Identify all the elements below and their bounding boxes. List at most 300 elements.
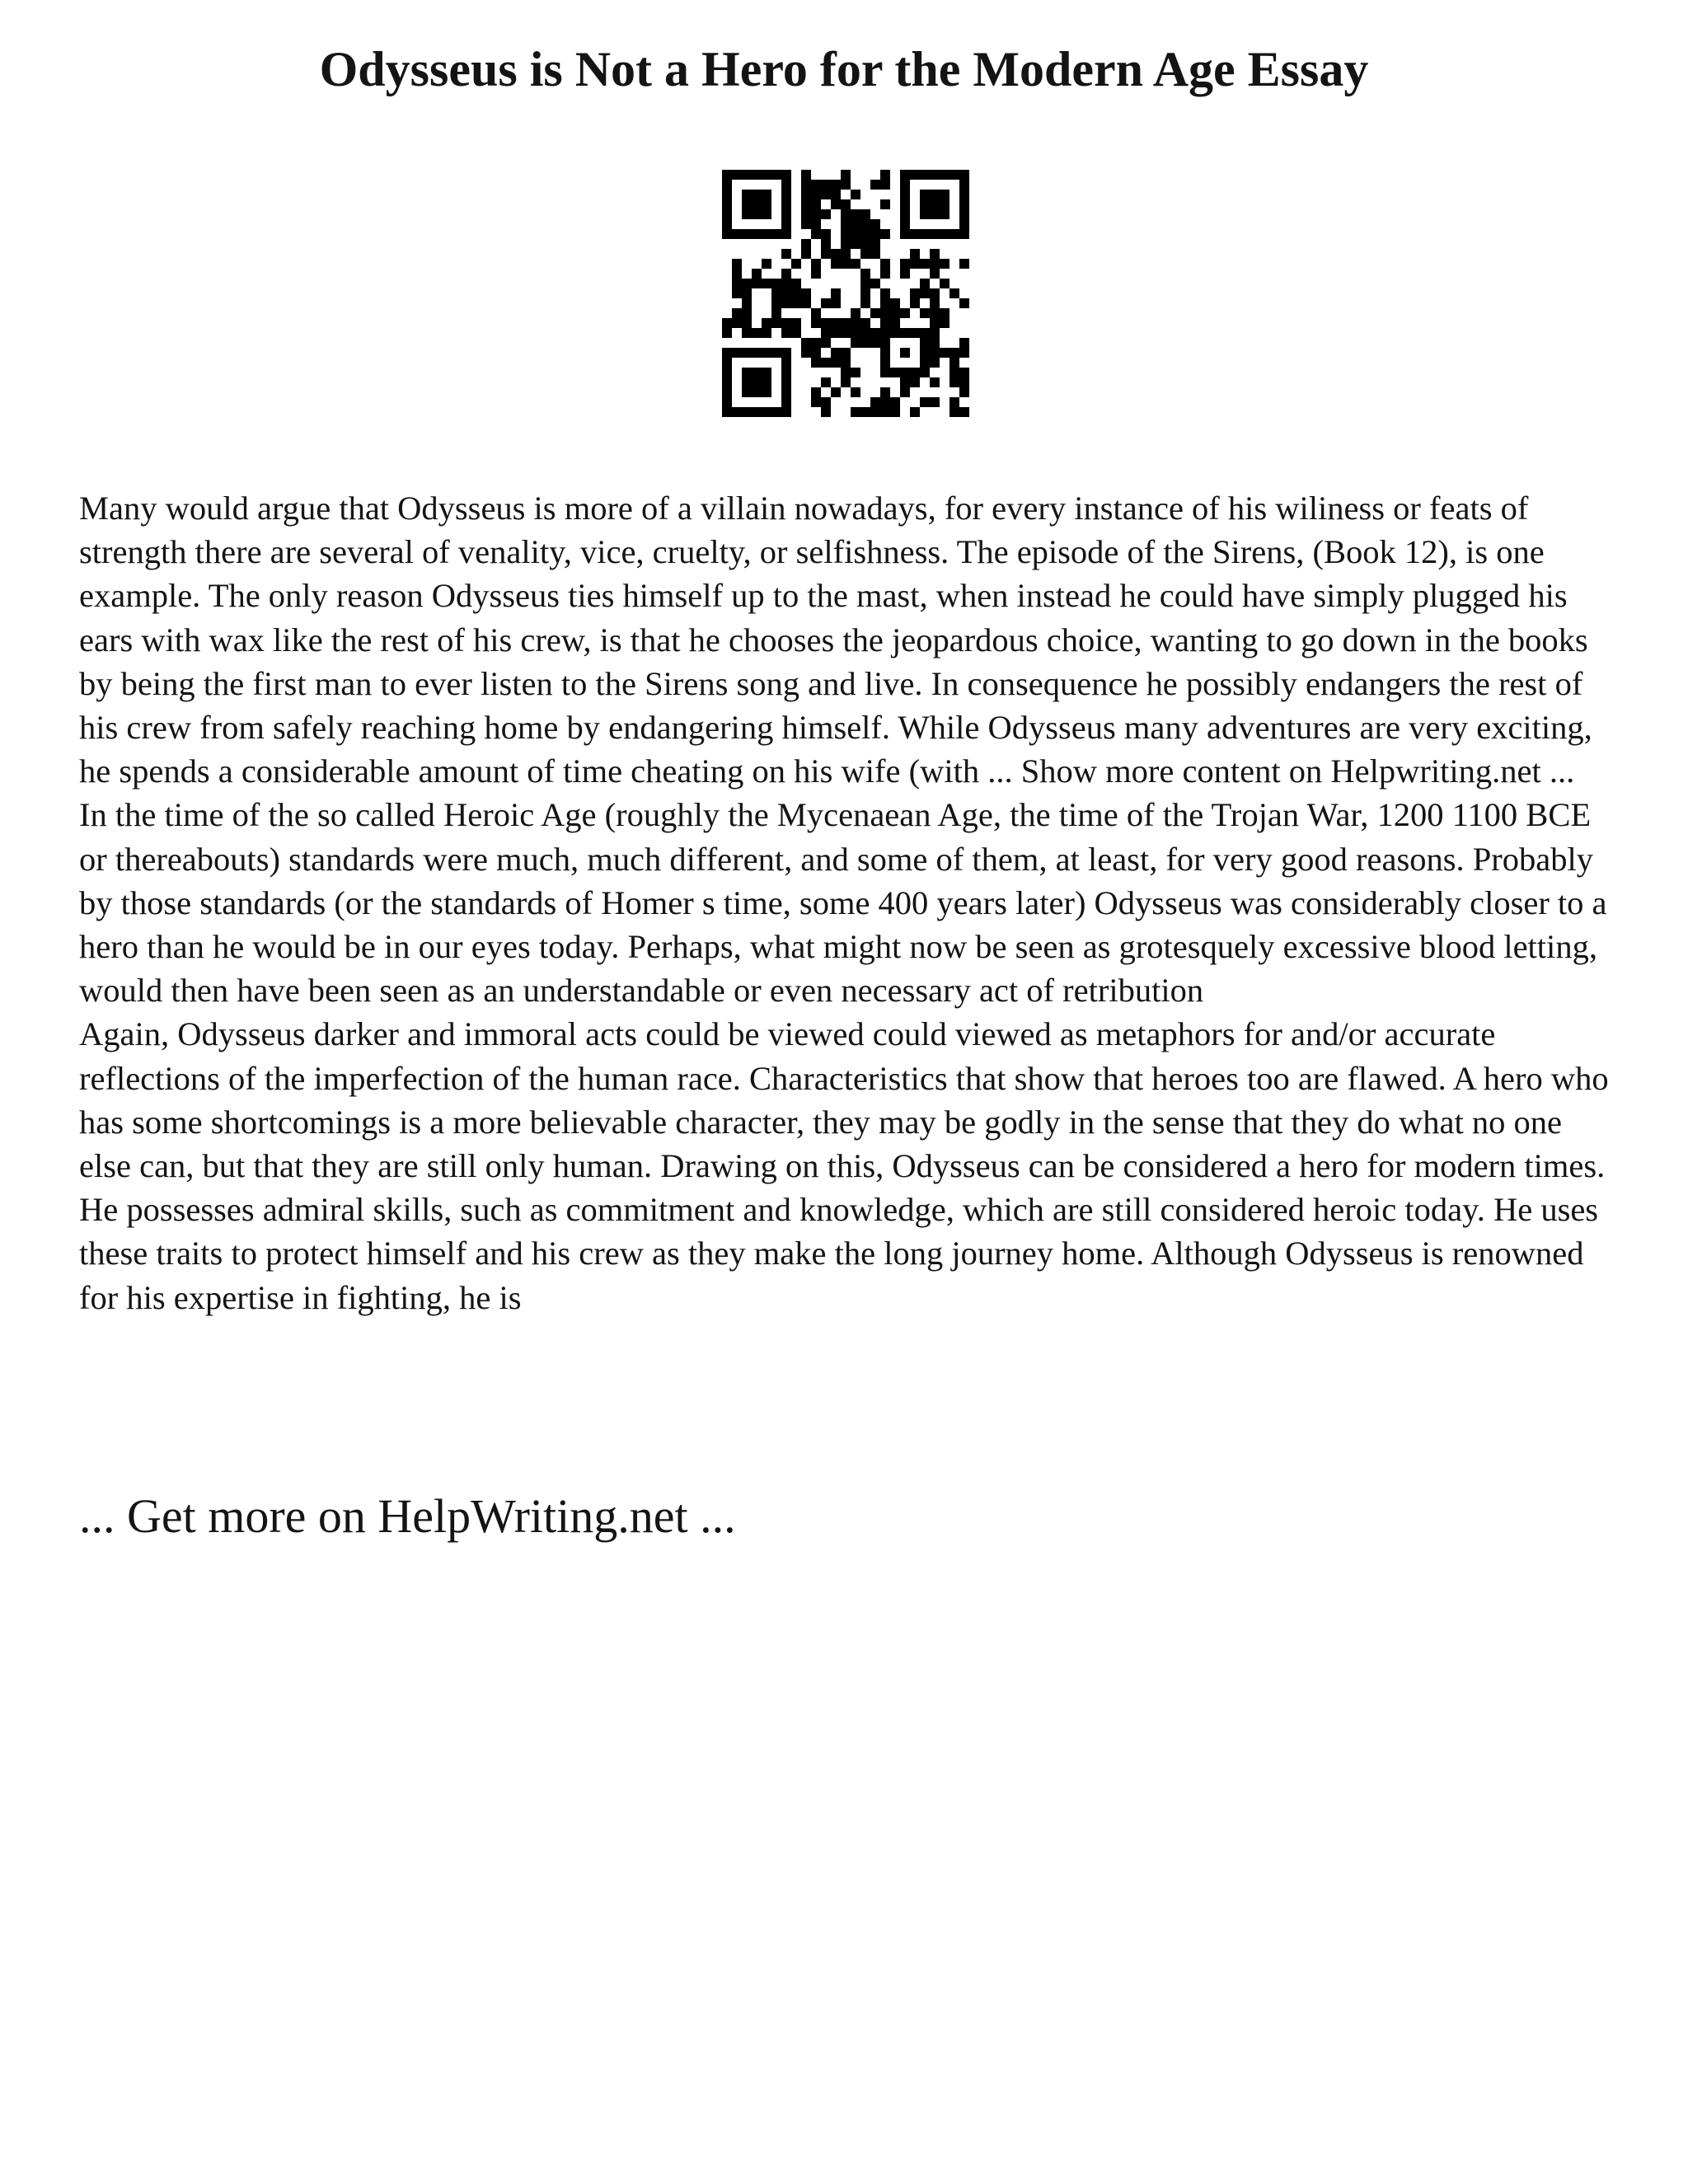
qr-module (930, 199, 940, 209)
qr-module (752, 199, 762, 209)
qr-module (841, 358, 851, 368)
qr-module (841, 348, 851, 358)
qr-module (851, 328, 860, 338)
qr-module (841, 318, 851, 328)
essay-paragraph-2: In the time of the so called Heroic Age (roughly the Mycenaean Age, the time of the Trojan War, 1200 1100 BCE or thereabouts) standards were much, much different, and some of them, at least, for very good reasons. Probably by those standards (or the standards of Homer s time, some 400 years later) Odysseus was considerably closer to a hero than he would be in our eyes today. Perhaps, what might now be seen as grotesquely excessive blood letting, would then have been seen as an understandable or even necessary act of retribution (79, 796, 1607, 1010)
qr-module (762, 377, 771, 387)
qr-module (811, 199, 821, 209)
qr-module (870, 279, 880, 288)
qr-module (831, 348, 841, 358)
qr-module (880, 199, 890, 209)
get-more-link[interactable]: ... Get more on HelpWriting.net ... (79, 1489, 736, 1543)
qr-module (910, 249, 920, 259)
qr-module (831, 328, 841, 338)
qr-module (781, 219, 791, 229)
qr-module (940, 170, 950, 180)
qr-module (880, 308, 890, 318)
qr-module (771, 229, 781, 239)
qr-module (920, 348, 930, 358)
qr-module (860, 298, 870, 308)
qr-module (890, 328, 900, 338)
qr-module (900, 368, 910, 377)
qr-module (831, 358, 841, 368)
qr-module (841, 368, 851, 377)
qr-module (801, 348, 811, 358)
qr-module (959, 387, 969, 397)
qr-module (831, 318, 841, 328)
qr-module (742, 348, 752, 358)
qr-module (851, 190, 860, 199)
qr-module (821, 318, 831, 328)
qr-module (801, 180, 811, 190)
qr-module (791, 279, 801, 288)
qr-module (742, 288, 752, 298)
qr-module (930, 318, 940, 328)
qr-module (742, 328, 752, 338)
qr-module (930, 170, 940, 180)
qr-module (831, 199, 841, 209)
qr-module (910, 368, 920, 377)
qr-module (841, 170, 851, 180)
qr-module (781, 229, 791, 239)
qr-module (851, 229, 860, 239)
qr-module (841, 180, 851, 190)
qr-module (722, 397, 732, 407)
qr-module (930, 358, 940, 368)
qr-module (900, 387, 910, 397)
qr-module (811, 338, 821, 348)
qr-module (940, 209, 950, 219)
qr-module (920, 368, 930, 377)
qr-module (959, 229, 969, 239)
qr-module (752, 377, 762, 387)
qr-module (851, 209, 860, 219)
qr-module (752, 368, 762, 377)
qr-module (880, 407, 890, 417)
qr-module (762, 368, 771, 377)
qr-module (781, 279, 791, 288)
qr-module (771, 288, 781, 298)
qr-module (762, 199, 771, 209)
qr-module (742, 368, 752, 377)
essay-paragraph-1: Many would argue that Odysseus is more of a villain nowadays, for every instance of his wiliness or feats of strength there are several of venality, vice, cruelty, or selfishness. The episode of the Sirens, (Book 12), is one example. The only reason Odysseus ties himself up to the mast, when instead he could have simply plugged his ears with wax like the rest of his crew, is that he chooses the jeopardous choice, wanting to go down in the books by being the first man to ever listen to the Sirens song and live. In consequence he possibly endangers the rest of his crew from safely reaching home by endangering himself. While Odysseus many adventures are very exciting, he spends a considerable amount of time cheating on his wife (with ... Show more content on Helpwriting.net ... (79, 490, 1592, 790)
qr-module (920, 358, 930, 368)
qr-module (920, 170, 930, 180)
qr-module (742, 318, 752, 328)
qr-module (860, 288, 870, 298)
qr-module (890, 407, 900, 417)
qr-module (722, 387, 732, 397)
qr-module (940, 199, 950, 209)
qr-module (910, 328, 920, 338)
qr-module (801, 338, 811, 348)
qr-module (930, 288, 940, 298)
qr-module (870, 219, 880, 229)
qr-module (801, 199, 811, 209)
qr-module (781, 249, 791, 259)
qr-module (821, 397, 831, 407)
qr-module (762, 348, 771, 358)
qr-module (920, 397, 930, 407)
qr-module (841, 377, 851, 387)
qr-module (752, 348, 762, 358)
qr-module (910, 170, 920, 180)
qr-module (870, 397, 880, 407)
qr-module (722, 170, 732, 180)
qr-module (880, 358, 890, 368)
qr-module (959, 180, 969, 190)
qr-module (900, 377, 910, 387)
qr-module (910, 259, 920, 269)
qr-module (880, 269, 890, 279)
qr-module (900, 219, 910, 229)
qr-module (841, 199, 851, 209)
qr-module (732, 308, 742, 318)
qr-module (841, 328, 851, 338)
qr-module (930, 209, 940, 219)
qr-module (732, 269, 742, 279)
qr-module (722, 229, 732, 239)
qr-module (841, 239, 851, 249)
qr-module (860, 269, 870, 279)
qr-module (781, 397, 791, 407)
qr-module (930, 298, 940, 308)
qr-module (940, 318, 950, 328)
qr-module (811, 308, 821, 318)
qr-module (781, 298, 791, 308)
qr-module (821, 377, 831, 387)
qr-module (870, 328, 880, 338)
qr-module (831, 259, 841, 269)
qr-module (801, 170, 811, 180)
qr-module (771, 279, 781, 288)
qr-module (841, 259, 851, 269)
qr-module (821, 190, 831, 199)
qr-module (920, 190, 930, 199)
qr-module (722, 407, 732, 417)
qr-module (811, 259, 821, 269)
qr-module (950, 368, 959, 377)
qr-module (860, 328, 870, 338)
qr-module (880, 259, 890, 269)
qr-module (959, 338, 969, 348)
qr-module (781, 190, 791, 199)
qr-module (752, 387, 762, 397)
qr-module (821, 328, 831, 338)
qr-module (959, 368, 969, 377)
qr-module (851, 368, 860, 377)
qr-module (880, 170, 890, 180)
qr-module (930, 328, 940, 338)
qr-module (781, 368, 791, 377)
qr-module (801, 288, 811, 298)
qr-module (851, 338, 860, 348)
qr-module (732, 348, 742, 358)
qr-module (930, 348, 940, 358)
qr-module (732, 407, 742, 417)
qr-module (811, 397, 821, 407)
qr-module (950, 397, 959, 407)
qr-module (831, 288, 841, 298)
qr-module (771, 298, 781, 308)
qr-module (950, 170, 959, 180)
qr-module (860, 209, 870, 219)
qr-module (870, 239, 880, 249)
qr-module (722, 180, 732, 190)
qr-module (959, 298, 969, 308)
qr-module (910, 377, 920, 387)
qr-module (742, 170, 752, 180)
qr-module (910, 407, 920, 417)
qr-module (831, 387, 841, 397)
qr-module (851, 387, 860, 397)
qr-module (959, 190, 969, 199)
qr-module (781, 288, 791, 298)
qr-module (900, 308, 910, 318)
qr-module (752, 229, 762, 239)
qr-module (890, 308, 900, 318)
qr-module (811, 269, 821, 279)
qr-module (762, 318, 771, 328)
qr-module (811, 190, 821, 199)
qr-module (781, 348, 791, 358)
qr-module (940, 259, 950, 269)
qr-module (801, 298, 811, 308)
qr-module (841, 249, 851, 259)
qr-module (910, 288, 920, 298)
qr-module (821, 338, 831, 348)
qr-module (771, 318, 781, 328)
qr-module (821, 358, 831, 368)
qr-module (900, 259, 910, 269)
qr-module (930, 397, 940, 407)
essay-body (79, 486, 1620, 1319)
qr-module (821, 229, 831, 239)
qr-module (880, 368, 890, 377)
qr-module (870, 308, 880, 318)
qr-module (752, 170, 762, 180)
qr-module (732, 279, 742, 288)
qr-module (940, 279, 950, 288)
qr-module (900, 190, 910, 199)
qr-module (880, 180, 890, 190)
qr-module (801, 239, 811, 249)
qr-module (920, 209, 930, 219)
qr-module (950, 377, 959, 387)
qr-module (732, 170, 742, 180)
qr-module (880, 348, 890, 358)
qr-module (860, 318, 870, 328)
qr-module (880, 338, 890, 348)
qr-module (821, 209, 831, 219)
qr-module (950, 288, 959, 298)
qr-module (880, 288, 890, 298)
qr-module (930, 229, 940, 239)
qr-module (811, 358, 821, 368)
qr-module (742, 199, 752, 209)
qr-module (920, 338, 930, 348)
qr-module (791, 318, 801, 328)
qr-module (752, 328, 762, 338)
qr-module (880, 298, 890, 308)
qr-module (910, 298, 920, 308)
qr-module (811, 318, 821, 328)
qr-module (900, 229, 910, 239)
qr-module (940, 229, 950, 239)
qr-module (811, 219, 821, 229)
qr-module (781, 377, 791, 387)
qr-module (870, 249, 880, 259)
qr-module (940, 308, 950, 318)
qr-module (959, 209, 969, 219)
qr-module (851, 308, 860, 318)
qr-module (959, 259, 969, 269)
qr-module (752, 209, 762, 219)
qr-module (890, 318, 900, 328)
qr-module (880, 397, 890, 407)
qr-module (771, 348, 781, 358)
qr-module (920, 288, 930, 298)
qr-module (781, 199, 791, 209)
qr-module (742, 387, 752, 397)
qr-module (722, 377, 732, 387)
qr-module (742, 298, 752, 308)
qr-module (811, 209, 821, 219)
qr-module (811, 180, 821, 190)
qr-module (742, 279, 752, 288)
qr-module (821, 298, 831, 308)
qr-module (950, 407, 959, 417)
qr-module (930, 377, 940, 387)
qr-module (801, 219, 811, 229)
qr-module (851, 239, 860, 249)
qr-module (732, 288, 742, 298)
qr-module (831, 190, 841, 199)
qr-module (900, 170, 910, 180)
qr-module (722, 199, 732, 209)
qr-module (722, 328, 732, 338)
qr-module (791, 288, 801, 298)
essay-paragraph-3: Again, Odysseus darker and immoral acts could be viewed could viewed as metaphors for and/or accurate reflections of the imperfection of the human race. Characteristics that show that heroes too are flawed. A hero who has some shortcomings is a more believable character, they may be godly in the sense that they do what no one else can, but that they are still only human. Drawing on this, Odysseus can be considered a hero for modern times. He possesses admiral skills, such as commitment and knowledge, which are still considered heroic today. He uses these traits to protect himself and his crew as they make the long journey home. Although Odysseus is renowned for his expertise in fighting, he is (79, 1015, 1609, 1316)
qr-module (722, 348, 732, 358)
qr-module (870, 407, 880, 417)
qr-module (959, 170, 969, 180)
qr-module (742, 229, 752, 239)
qr-module (890, 368, 900, 377)
qr-module (742, 308, 752, 318)
qr-module (959, 219, 969, 229)
qr-module (870, 338, 880, 348)
qr-module (900, 180, 910, 190)
qr-module (781, 318, 791, 328)
qr-module (950, 348, 959, 358)
qr-module (860, 229, 870, 239)
qr-module (959, 407, 969, 417)
qr-module (920, 328, 930, 338)
qr-module (910, 229, 920, 239)
qr-code-icon (722, 170, 969, 417)
qr-module (920, 308, 930, 318)
qr-module (722, 219, 732, 229)
qr-module (920, 259, 930, 269)
qr-module (841, 209, 851, 219)
qr-module (722, 358, 732, 368)
qr-module (781, 269, 791, 279)
qr-module (920, 199, 930, 209)
qr-module (860, 219, 870, 229)
qr-module (930, 308, 940, 318)
qr-module (811, 229, 821, 239)
qr-module (781, 209, 791, 219)
qr-module (742, 209, 752, 219)
qr-module (880, 318, 890, 328)
qr-module (762, 229, 771, 239)
qr-module (900, 328, 910, 338)
qr-module (722, 368, 732, 377)
qr-module (920, 279, 930, 288)
qr-module (771, 407, 781, 417)
qr-module (860, 239, 870, 249)
qr-module (752, 279, 762, 288)
qr-module (811, 348, 821, 358)
qr-module (930, 190, 940, 199)
qr-module (762, 328, 771, 338)
qr-module (851, 407, 860, 417)
qr-module (821, 407, 831, 417)
qr-module (762, 259, 771, 269)
qr-module (781, 358, 791, 368)
qr-module (801, 249, 811, 259)
qr-module (900, 348, 910, 358)
qr-module (930, 269, 940, 279)
qr-module (959, 199, 969, 209)
qr-module (781, 328, 791, 338)
qr-module (762, 387, 771, 397)
qr-module (752, 190, 762, 199)
qr-module (851, 259, 860, 269)
qr-module (732, 229, 742, 239)
qr-module (791, 259, 801, 269)
qr-module (821, 239, 831, 249)
qr-module (930, 249, 940, 259)
qr-module (781, 170, 791, 180)
qr-module (831, 180, 841, 190)
qr-module (742, 190, 752, 199)
qr-module (890, 397, 900, 407)
qr-module (930, 338, 940, 348)
qr-module (762, 170, 771, 180)
qr-module (781, 387, 791, 397)
qr-module (900, 199, 910, 209)
qr-module (771, 170, 781, 180)
qr-module (851, 318, 860, 328)
qr-module (791, 328, 801, 338)
qr-module (860, 338, 870, 348)
qr-module (831, 249, 841, 259)
qr-module (762, 190, 771, 199)
qr-module (870, 180, 880, 190)
qr-module (841, 219, 851, 229)
qr-module (752, 407, 762, 417)
document-title: Odysseus is Not a Hero for the Modern Age Essay (319, 42, 1369, 96)
qr-module (841, 229, 851, 239)
qr-module (959, 377, 969, 387)
qr-module (811, 387, 821, 397)
qr-module (831, 298, 841, 308)
qr-module (762, 407, 771, 417)
qr-module (781, 180, 791, 190)
qr-module (732, 318, 742, 328)
